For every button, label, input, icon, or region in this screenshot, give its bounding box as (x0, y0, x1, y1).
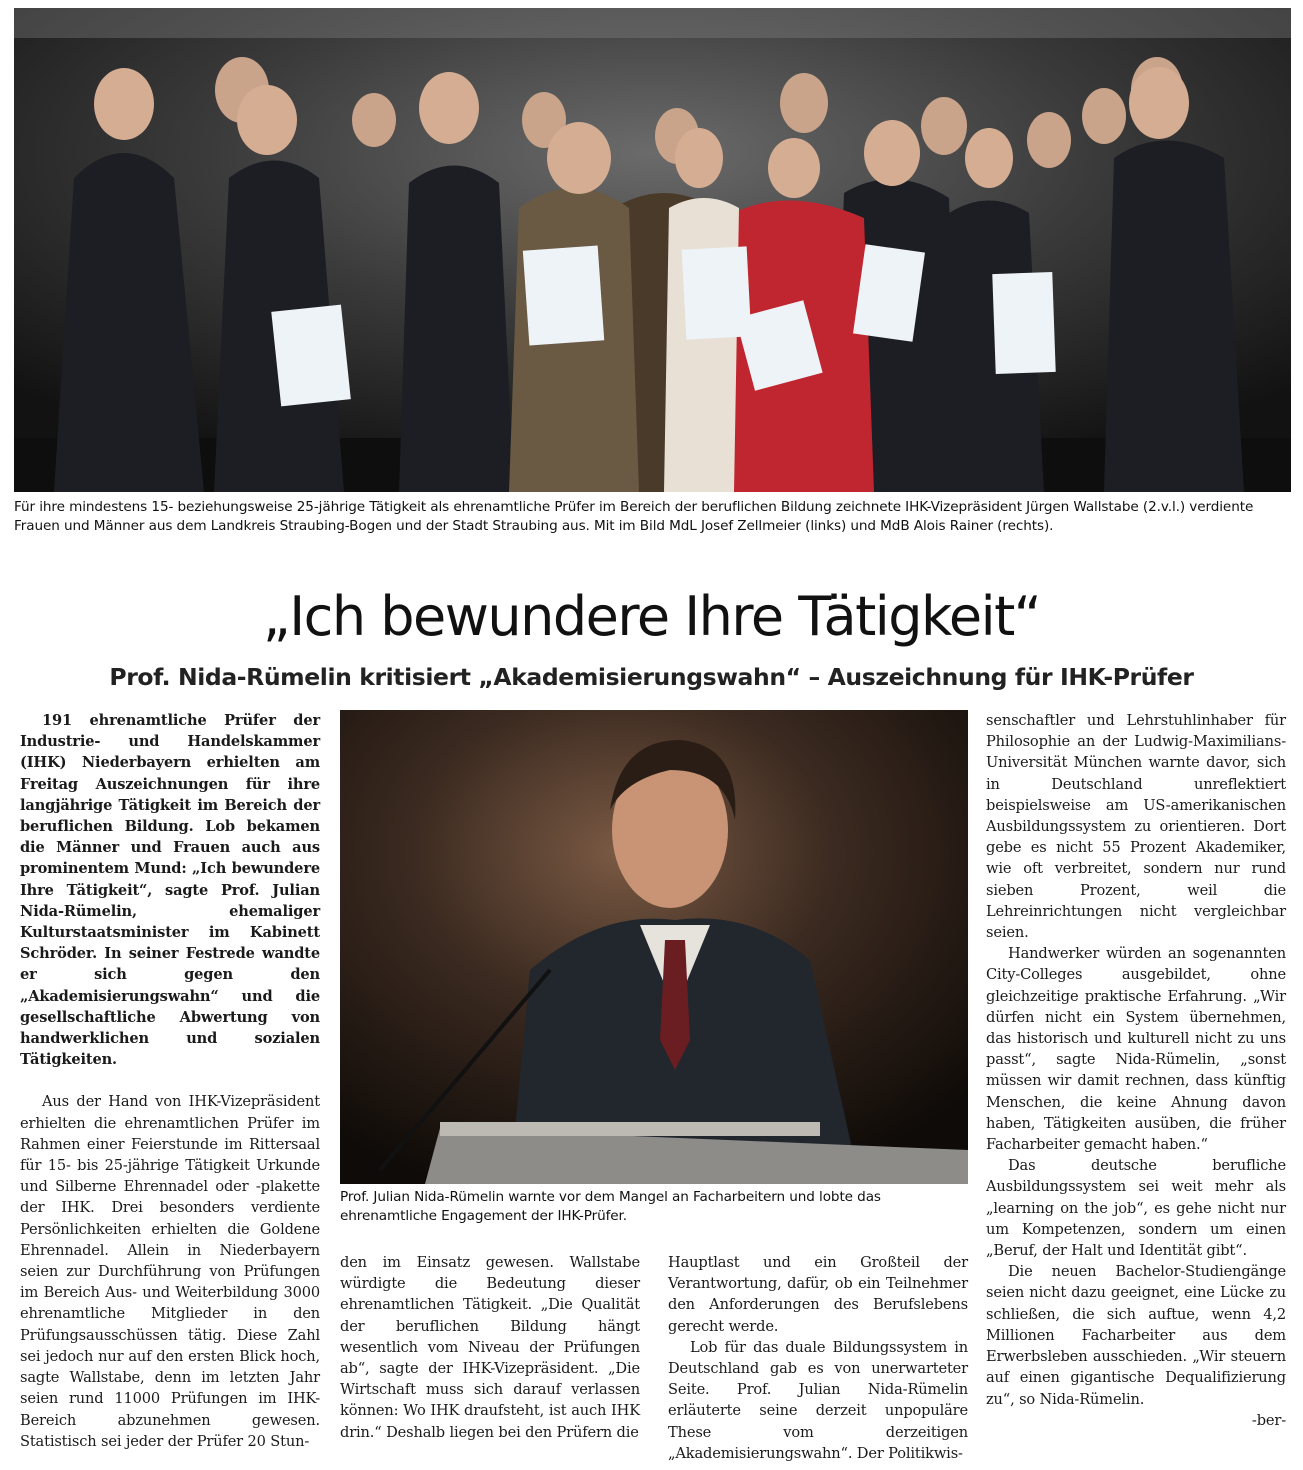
subheadline: Prof. Nida-Rümelin kritisiert „Akademisierungswahn“ – Auszeichnung für IHK-Prüfer (109, 663, 1194, 691)
headline: „Ich bewundere Ihre Tätigkeit“ (262, 585, 1041, 648)
article-column-4 (986, 710, 1286, 1431)
article-paragraph: Handwerker würden an sogenannten City-Colleges ausgebildet, ohne gleichzeitige praktische Erfahrung. „Wir dürfen nicht ein System übernehmen, das historisch und kulturell nicht zu uns passt“, sagte Nida-Rümelin, „sonst müssen wir damit rechnen, dass künftig Menschen, die keine Ahnung davon haben, Tätigkeiten ausüben, die früher Facharbeiter gemacht haben.“ (986, 945, 1286, 1154)
article-paragraph: Aus der Hand von IHK-Vizepräsident erhielten die ehrenamtlichen Prüfer im Rahmen einer Feierstunde im Rittersaal für 15- bis 25-jährige Tätigkeit Urkunde und Silberne Ehrennadel oder -plakette der IHK. Drei besonders verdiente Persönlichkeiten erhielten die Goldene Ehrennadel. Allein in Niederbayern seien zur Durchführung von Prüfungen im Bereich Aus- und Weiterbildung 3000 ehrenamtliche Mitglieder in den Prüfungsausschüssen tätig. Diese Zahl sei jedoch nur auf den ersten Blick hoch, sagte Wallstabe, denn im letzten Jahr seien rund 11000 Prüfungen im IHK-Bereich abzunehmen gewesen. Statistisch sei jeder der Prüfer 20 Stun- (20, 1093, 320, 1450)
article-paragraph: Hauptlast und ein Großteil der Verantwortung, dafür, ob ein Teilnehmer den Anforderungen des Berufslebens gerecht werde. (668, 1254, 968, 1335)
article-paragraph: den im Einsatz gewesen. Wallstabe würdigte die Bedeutung dieser ehrenamtlichen Tätigkeit. „Die Qualität der beruflichen Bildung hängt wesentlich vom Niveau der Prüfungen ab“, sagte der IHK-Vizepräsident. „Die Wirtschaft muss sich darauf verlassen können: Wo IHK draufsteht, ist auch IHK drin.“ Deshalb liegen bei den Prüfern die (340, 1254, 640, 1441)
speaker-photo-illustration (340, 710, 968, 1184)
article-paragraph: senschaftler und Lehrstuhlinhaber für Philosophie an der Ludwig-Maximilians-Universität München warnte davor, sich in Deutschland unreflektiert beispielsweise am US-amerikanischen Ausbildungssystem zu orientieren. Dort gebe es nicht 55 Prozent Akademiker, wie oft verbreitet, sondern nur rund sieben Prozent, weil die Lehreinrichtungen nicht vergleichbar seien. (986, 712, 1286, 942)
speaker-photo-caption: Prof. Julian Nida-Rümelin warnte vor dem Mangel an Facharbeitern und lobte das ehrenamtliche Engagement der IHK-Prüfer. (340, 1189, 881, 1224)
speaker-photo (340, 710, 968, 1184)
group-photo (14, 8, 1291, 492)
group-photo-caption: Für ihre mindestens 15- beziehungsweise 25-jährige Tätigkeit als ehrenamtliche Prüfer im Bereich der beruflichen Bildung zeichnete IHK-Vizepräsident Jürgen Wallstabe (2.v.l.) verdiente Frauen und Männer aus dem Landkreis Straubing-Bogen und der Stadt Straubing aus. Mit im Bild MdL Josef Zellmeier (links) und MdB Alois Rainer (rechts). (14, 499, 1254, 534)
article-column-2 (340, 1252, 640, 1443)
article-column-1 (20, 710, 320, 1452)
article-lead: 191 ehrenamtliche Prüfer der Industrie- und Handelskammer (IHK) Niederbayern erhielten am Freitag Auszeichnungen für ihre langjährige Tätigkeit im Bereich der beruflichen Bildung. Lob bekamen die Männer und Frauen auch aus prominentem Mund: „Ich bewundere Ihre Tätigkeit“, sagte Prof. Julian Nida-Rümelin, ehemaliger Kulturstaatsminister im Kabinett Schröder. In seiner Festrede wandte er sich gegen den „Akademisierungswahn“ und die gesellschaftliche Abwertung von handwerklichen und sozialen Tätigkeiten. (20, 712, 320, 1069)
group-photo-illustration (14, 8, 1291, 492)
article-paragraph: Lob für das duale Bildungssystem in Deutschland gab es von unerwarteter Seite. Prof. Julian Nida-Rümelin erläuterte seine derzeit unpopuläre These vom derzeitigen „Akademisierungswahn“. Der Politikwis- (668, 1338, 968, 1462)
article-paragraph: Die neuen Bachelor-Studiengänge seien nicht dazu geeignet, eine Lücke zu schließen, die sich auftue, wenn 4,2 Millionen Facharbeiter aus dem Erwerbsleben ausschieden. „Wir steuern auf einen gigantische Dequalifizierung zu“, so Nida-Rümelin. (986, 1263, 1286, 1408)
author-signature: -ber- (1251, 1411, 1286, 1429)
article-paragraph: Das deutsche berufliche Ausbildungssystem sei weit mehr als „learning on the job“, es gehe nicht nur um Kompetenzen, sondern um einen „Beruf, der Halt und Identität gibt“. (986, 1157, 1286, 1260)
article-column-3 (668, 1252, 968, 1464)
